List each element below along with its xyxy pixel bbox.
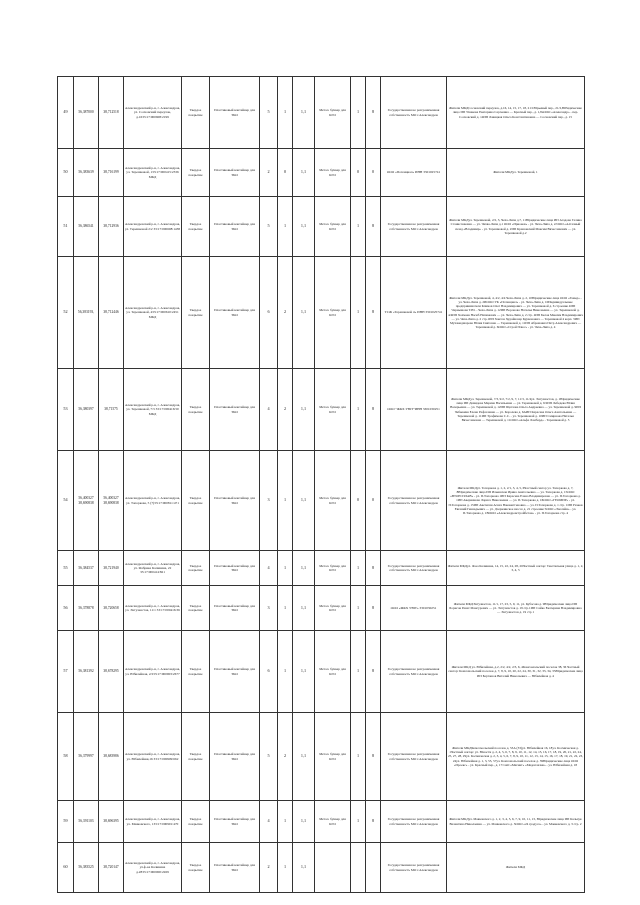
bunker-type-cell: Метал. бункер для КГО <box>315 451 351 551</box>
container-type-cell: Пластиковый контейнер для ТКО <box>210 713 260 801</box>
bunker-type-cell: Метал. бункер для КГО <box>315 631 351 713</box>
served-residents-cell: Жители МКДул. Маяковского д. 1, 2, 3, 4, 5, 6, 7, 9, 10, 11, 13, Юридические лица ИП Кальчук Валентина Николаевна — ул. Маяковского д. 3ООО «24 градуса» - ул. Маяковского д. 3 стр. 2 <box>447 801 585 843</box>
register-table-container <box>57 76 584 893</box>
container-type-cell: Пластиковый контейнер для ТКО <box>210 77 260 149</box>
bunker-count-cell: 0 <box>351 451 366 551</box>
surface-type-cell: Твердое покрытие <box>182 257 210 369</box>
surface-type-cell: Твердое покрытие <box>182 713 210 801</box>
container-count-cell: 6 <box>260 257 278 369</box>
longitude-cell: 38,683986 <box>99 713 124 801</box>
bunker-volume-cell: 8 <box>366 197 381 257</box>
table-row <box>58 551 585 586</box>
container-volume-cell: 1,1 <box>293 197 315 257</box>
bunker-volume-cell: 8 <box>366 713 381 801</box>
bunker-type-cell: Метал. бункер для КГО <box>315 551 351 586</box>
container-count-cell: 2 <box>260 843 278 893</box>
longitude-cell: 38,71575 <box>99 369 124 451</box>
land-owner-cell: Государственная не разграниченная собственность МО г.Александров <box>381 77 447 149</box>
land-owner-cell: Государственная не разграниченная собственность МО г.Александров <box>381 843 447 893</box>
container-count-cell: 5 <box>260 713 278 801</box>
bunker-count-cell <box>351 843 366 893</box>
latitude-cell: 56,383525 <box>74 843 99 893</box>
container-count-extra-cell: 2 <box>278 257 293 369</box>
bunker-type-cell: Метал. бункер для КГО <box>315 257 351 369</box>
container-count-extra-cell: 2 <box>278 713 293 801</box>
bunker-volume-cell: 8 <box>366 586 381 631</box>
container-volume-cell: 1,1 <box>293 631 315 713</box>
bunker-volume-cell: 8 <box>366 77 381 149</box>
container-type-cell: Пластиковый контейнер для ТКО <box>210 843 260 893</box>
container-count-extra-cell: 1 <box>278 631 293 713</box>
longitude-cell: 38,721940 <box>99 551 124 586</box>
bunker-volume-cell: 8 <box>366 631 381 713</box>
surface-type-cell: Твердое покрытие <box>182 551 210 586</box>
land-owner-cell: ООО «Потенциал» ИНН 3301025741 <box>381 149 447 197</box>
bunker-count-cell: 1 <box>351 369 366 451</box>
row-number-cell: 53 <box>58 369 74 451</box>
surface-type-cell: Твердое покрытие <box>182 197 210 257</box>
bunker-count-cell: 1 <box>351 257 366 369</box>
bunker-volume-cell: 0 <box>366 451 381 551</box>
table-row <box>58 197 585 257</box>
table-row <box>58 451 585 551</box>
bunker-volume-cell <box>366 843 381 893</box>
row-number-cell: 58 <box>58 713 74 801</box>
container-sites-table <box>57 76 585 893</box>
surface-type-cell: Твердое покрытие <box>182 631 210 713</box>
served-residents-cell: Жители МКД ул. Юбилейная, д.2, 2/2, 4/2, 2/3, 6, 4Комсомольский поселок 38, 36 Частный сектор: Комсомольский поселок д. 7, 8, 9, 10, 20, 22, 24, 30, 31, 32, 33, 34, 35Юридические лица ИП Барташов Виталий Николаевич — Юбилейная д. 4 <box>447 631 585 713</box>
container-count-cell: 2 <box>260 149 278 197</box>
served-residents-cell: Жители МКДКомсомольский поселок д. 53А (33)ул. Юбилейная 16, 18ул. Космическая д. 1Частный сектор: ул. Юности д. 2, 4, 5, 6, 7, 8, 9, 10, 11, 12, 14, 15, 16, 17, 18, 19, 20, 21, 22, 24, 25, 27, 28, 29ул. Космическая д. 2, 3, 4, 5, 6, 7, 8, 9, 10, 11, 12, 13, 14, 15, 16, 17, 18, 19, 21, 22, 23, 24ул. Юбилейная д. 1, 3, 55, 57ул. Комсомольский поселок д. 39Юридические лица ООО «Проекс» - ул. Красный пер., д. 17/1АО «Магнит» «Медоплазма» - ул. Юбилейная д. 18 <box>447 713 585 801</box>
row-number-cell: 51 <box>58 197 74 257</box>
latitude-cell: 56,380397 <box>74 369 99 451</box>
table-row <box>58 77 585 149</box>
table-row <box>58 586 585 631</box>
latitude-cell: 56,383193, <box>74 257 99 369</box>
site-address-cell: Александровский р-н, г. Александров, ул. Терешковой 2/2 33:17:000608:1438 <box>124 197 182 257</box>
container-count-cell: 4 <box>260 551 278 586</box>
site-address-cell: Александровский р-н, г. Александров, ул. Терешковой, 433:17:000610:2451 МКД <box>124 257 182 369</box>
container-count-cell: 4 <box>260 369 278 451</box>
served-residents-cell: Жители МКДСосновский переулок, д.16, 14, 15, 17, 18, 21/1Юрьевый пер., 21/2,ЮРидические лицо ИП Ушакова Екатерина Сергеевна — Красный пер., д. 1,8аООО «Александр» - пер. Сосновский д. 14ИП Лавицкая Ольга Константиновна — Сосновский пер., д. 15 <box>447 77 585 149</box>
table-row <box>58 801 585 843</box>
site-address-cell: Александровский р-н, г. Александров, ул. Юбилейная, 2/233:17:000903:2677 <box>124 631 182 713</box>
surface-type-cell: Твердое покрытие <box>182 149 210 197</box>
longitude-cell: 56,400327 38,690838 <box>99 451 124 551</box>
table-row <box>58 631 585 713</box>
surface-type-cell: Твердое покрытие <box>182 451 210 551</box>
container-count-cell: 3 <box>260 586 278 631</box>
container-count-cell: 5 <box>260 197 278 257</box>
bunker-count-cell: 1 <box>351 586 366 631</box>
latitude-cell: 56,387000 <box>74 77 99 149</box>
table-row <box>58 843 585 893</box>
surface-type-cell: Твердое покрытие <box>182 586 210 631</box>
container-count-extra-cell: 1 <box>278 586 293 631</box>
latitude-cell: 56,381392 <box>74 631 99 713</box>
longitude-cell: 38,712446 <box>99 257 124 369</box>
bunker-count-cell: 1 <box>351 801 366 843</box>
served-residents-cell: Жители МКДул. Топоркова д. 1, 2, 2/1, 3, 4, 5, 6Частный сектор ул. Топоркова д. 7, 8Юридические лица ИП Ильинская Ирина Анатольевна — ул. Топоркова д. 15ООО «ВТОРСПЛАВ» - ул. П.Топоркова 1ИП Карасева Елена Владимировна — ул. П.Топоркова д. 1ИП Авериянова Лариса Николаевна — ул. П.Топоркова д. 1БООО «ГЕОМИР» - ул. П.Топоркова д. 15ИП Аветисян Аснах Вакаметгеновна — ул. П.Топоркова д. 1 стр. 1ИП Рачков Евгений Геннадьевич — ул. Дзержинское шоссе д. 21 строение 5ООО «Эволайн» - ул. П.Топоркова д. 1ВООО «Александровстройбетон» - ул. П.Топоркова стр. 4 <box>447 451 585 551</box>
latitude-cell: 56,383639 <box>74 149 99 197</box>
site-address-cell: Александровский р-н, г. Александров, ул. Энтузиастов, 11/1 33:17:000416:36 <box>124 586 182 631</box>
bunker-count-cell: 1 <box>351 713 366 801</box>
container-count-extra-cell: 1 <box>278 197 293 257</box>
container-count-extra-cell: 1 <box>278 551 293 586</box>
land-owner-cell: Государственная не разграниченная собственность МО г.Александров <box>381 451 447 551</box>
bunker-volume-cell: 0 <box>366 149 381 197</box>
table-row <box>58 149 585 197</box>
bunker-count-cell: 1 <box>351 551 366 586</box>
container-count-extra-cell: 1 <box>278 77 293 149</box>
container-type-cell: Пластиковый контейнер для ТКО <box>210 801 260 843</box>
land-owner-cell: Государственная не разграниченная собственность МО г.Александров <box>381 801 447 843</box>
bunker-volume-cell: 8 <box>366 801 381 843</box>
bunker-count-cell: 1 <box>351 77 366 149</box>
container-count-extra-cell: 1 <box>278 451 293 551</box>
row-number-cell: 60 <box>58 843 74 893</box>
site-address-cell: Александровский р-н, г. Александров, ул.ф-ка Калинина д.2833:17:000000:2269 <box>124 843 182 893</box>
container-count-extra-cell: 1 <box>278 843 293 893</box>
container-count-cell: 6 <box>260 631 278 713</box>
container-volume-cell: 1,1 <box>293 843 315 893</box>
longitude-cell: 38,678295 <box>99 631 124 713</box>
bunker-count-cell: 1 <box>351 197 366 257</box>
longitude-cell: 38,720658 <box>99 586 124 631</box>
bunker-type-cell: Метал. бункер для КГО <box>315 586 351 631</box>
site-address-cell: Александровский р-н, г. Александров, ул. Юбилейная,16 33:17:000909:662 <box>124 713 182 801</box>
container-volume-cell: 1,1 <box>293 77 315 149</box>
container-type-cell: Пластиковый контейнер для ТКО <box>210 369 260 451</box>
container-count-cell: 3 <box>260 451 278 551</box>
table-row <box>58 257 585 369</box>
longitude-cell: 38,712936 <box>99 197 124 257</box>
latitude-cell: 56,400327 38,690838 <box>74 451 99 551</box>
latitude-cell: 56,384537 <box>74 551 99 586</box>
longitude-cell: 38,720147 <box>99 843 124 893</box>
container-volume-cell: 1,1 <box>293 451 315 551</box>
bunker-count-cell: 0 <box>351 149 366 197</box>
container-volume-cell: 1,1 <box>293 586 315 631</box>
served-residents-cell: Жители МКД <box>447 843 585 893</box>
latitude-cell: 56,386541 <box>74 197 99 257</box>
container-volume-cell: 1,1 <box>293 551 315 586</box>
longitude-cell: 38,716199 <box>99 149 124 197</box>
bunker-volume-cell: 8 <box>366 551 381 586</box>
container-count-cell: 4 <box>260 801 278 843</box>
container-count-cell: 5 <box>260 77 278 149</box>
longitude-cell: 38,712518 <box>99 77 124 149</box>
row-number-cell: 54 <box>58 451 74 551</box>
row-number-cell: 59 <box>58 801 74 843</box>
container-volume-cell: 1,1 <box>293 257 315 369</box>
bunker-count-cell: 1 <box>351 631 366 713</box>
row-number-cell: 55 <box>58 551 74 586</box>
site-address-cell: Александровский р-н, г. Александров, ул. Сосновский переулок, д.1633:17:000608:2199 <box>124 77 182 149</box>
site-address-cell: Александровский р-н, г. Александров, ул. Топоркова, 5 (7)33:17:000811:471 <box>124 451 182 551</box>
served-residents-cell: Жители МКДул. Терешковой, 2/2, 3, Чеха-Липа д.7, 11Юридические лица ИП Агадова Галина Станиславовна — ул. Чехва-Липа д.1 ООО «Приоков» - ул. Чеха-Липа д. 2/ООО «Алтачный склад «Владимир» - ул. Терешковой д. 2ИП Крашовский Максим Вячеславович — ул. Терешковой д.2 <box>447 197 585 257</box>
table-row <box>58 713 585 801</box>
surface-type-cell: Твердое покрытие <box>182 843 210 893</box>
bunker-volume-cell: 8 <box>366 257 381 369</box>
container-type-cell: Пластиковый контейнер для ТКО <box>210 451 260 551</box>
row-number-cell: 56 <box>58 586 74 631</box>
container-type-cell: Пластиковый контейнер для ТКО <box>210 631 260 713</box>
served-residents-cell: Жители МКДул. Терешковой, 4, 4/2, 4/4 Чеха-Липа д. 2, 10Юридические лица ООО «Гамед» - ул. Чеха-Липа д. 2ИООО УК «Потенциал» - ул. Чеха-Липа д. 10Индивидуальные предприниматели Климов Олег Владимирович — ул. Терешковой д. 6 строение 4ИП Чернышова Т.Ю. - Чеха-Липа д. 12ИП Воронова Наталья Николаевна — ул. Терешковой д. 4/4ИП Хохмаев Насиб Нахимович — ул. Чеха-Липа д. 2 стр. 4ИП Белов Максим Владимирович — ул. Чеха-Липа д. 2 стр.1ИП Хантов Худойназар Курвонович — Терешковой 4 корп. 3ИП Мухамедшарова Юлия Святовна — Терешковой д. 11ИП Абрамович Петр Александрович — Терешковой д. 6ООО «Строй Плюс» - ул. Чеха-Липа д. 4 <box>447 257 585 369</box>
land-owner-cell: ООО "ЖКХ УЮТ"ИНН 3301030251 <box>381 369 447 451</box>
bunker-type-cell <box>315 843 351 893</box>
site-address-cell: Александровский р-н, г. Александров, ул. Терешковой, 133:17:000415:2336 МКД <box>124 149 182 197</box>
container-count-extra-cell: 2 <box>278 369 293 451</box>
bunker-type-cell: Метал. бункер для КГО <box>315 801 351 843</box>
served-residents-cell: Жители МКДул. Терешковой, 7/3, 9/2, 7/2, 9, 7, 11/3, 11/4ул. Энтузиастов, д. 1Юридические лица ИП Демидова Марина Васильевна — ул. Терешковой д. 9/2ИП Лебедева Юлия Валерьевна — ул. Терешковой д. 12ИП Щеглова Ольга Андреевна — ул. Терешковой д. 9ИП Чебыкина Елена Рафаэлевна — ул. Королева д. 6АИП Карасева Ольга Анатольевна — Терешковой д. 11ИП Трофимова С.С. - ул. Терешковой д. 10ИП Смирнова Наталья Вячеславовна — Терешковой д. 11ООО «Альфа Ломбард» - Терешковой д. 5 <box>447 369 585 451</box>
container-count-extra-cell: 0 <box>278 149 293 197</box>
row-number-cell: 57 <box>58 631 74 713</box>
land-owner-cell: ТСЖ «Терешковой 4» ИНН 3301025741 <box>381 257 447 369</box>
longitude-cell: 38,696395 <box>99 801 124 843</box>
row-number-cell: 49 <box>58 77 74 149</box>
container-volume-cell: 1,1 <box>293 713 315 801</box>
container-type-cell: Пластиковый контейнер для ТКО <box>210 257 260 369</box>
surface-type-cell: Твердое покрытие <box>182 801 210 843</box>
latitude-cell: 56,378878 <box>74 586 99 631</box>
container-count-extra-cell: 1 <box>278 801 293 843</box>
row-number-cell: 52 <box>58 257 74 369</box>
site-address-cell: Александровский р-н, г. Александров, ул. Терешковой, 7/3 33:17:000416:50 МКД <box>124 369 182 451</box>
served-residents-cell: Жители МКДЭнтузиастов, 11/1, 17, 23, 5, 9, 11, ул. Кубасова д. 9Юридические лица ИП Борисов Ренат Мансурович — ул. Энтузиастов д. 19 стр.1ИП Сайко Екатерина Владимировна — Энтузиастов д. 19 стр 1 <box>447 586 585 631</box>
container-type-cell: Пластиковый контейнер для ТКО <box>210 551 260 586</box>
bunker-volume-cell: 8 <box>366 369 381 451</box>
land-owner-cell: Государственная не разграниченная собственность МО г.Александров <box>381 713 447 801</box>
site-address-cell: Александровский р-н, г. Александров, ул. Фабрика Калинина, 22 33:17:000414:821 <box>124 551 182 586</box>
container-volume-cell: 1,1 <box>293 801 315 843</box>
land-owner-cell: Государственная не разграниченная собственность МО г.Александров <box>381 197 447 257</box>
bunker-type-cell: Метал. бункер для КГО <box>315 369 351 451</box>
land-owner-cell: ООО «ЖКХ УЮТ» 3301030251 <box>381 586 447 631</box>
land-owner-cell: Государственная не разграниченная собственность МО г.Александров <box>381 631 447 713</box>
bunker-type-cell: Метал. бункер для КГО <box>315 77 351 149</box>
site-address-cell: Александровский р-н, г. Александров, ул. Маяковского, 133:17:000901:470 <box>124 801 182 843</box>
bunker-type-cell: Метал. бункер для КГО <box>315 713 351 801</box>
land-owner-cell: Государственная не разграниченная собственность МО г.Александров <box>381 551 447 586</box>
container-type-cell: Пластиковый контейнер для ТКО <box>210 197 260 257</box>
row-number-cell: 50 <box>58 149 74 197</box>
bunker-type-cell: Метал. бункер для КГО <box>315 149 351 197</box>
surface-type-cell: Твердое покрытие <box>182 77 210 149</box>
table-row <box>58 369 585 451</box>
container-volume-cell: 1,1 <box>293 149 315 197</box>
container-volume-cell: 1,1 <box>293 369 315 451</box>
container-type-cell: Пластиковый контейнер для ТКО <box>210 586 260 631</box>
served-residents-cell: Жители МКДул. Ф-ка Калинина, 14, 15, 22, 24, 28, 26Частный сектор: Текстильная улица д. 1, 2, 3, 4, 5 <box>447 551 585 586</box>
bunker-type-cell: Метал. бункер для КГО <box>315 197 351 257</box>
latitude-cell: 56,391103 <box>74 801 99 843</box>
served-residents-cell: Жители МКДул. Терешковой, 1 <box>447 149 585 197</box>
latitude-cell: 56,379997 <box>74 713 99 801</box>
surface-type-cell: Твердое покрытие <box>182 369 210 451</box>
container-type-cell: Пластиковый контейнер для ТКО <box>210 149 260 197</box>
